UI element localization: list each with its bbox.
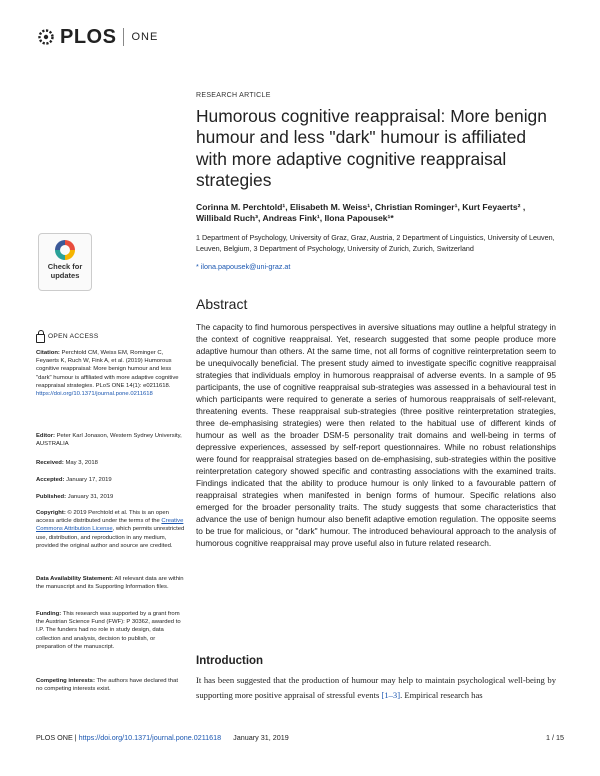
open-access-text: OPEN ACCESS xyxy=(48,333,99,341)
abstract-heading: Abstract xyxy=(196,296,248,312)
author-list xyxy=(196,202,556,225)
accepted-text: January 17, 2019 xyxy=(66,477,112,483)
authors-line-2: Willibald Ruch³, Andreas Fink¹, Ilona Papousek¹* xyxy=(196,213,394,224)
editor-text: Peter Karl Jonason, Western Sydney University, AUSTRALIA xyxy=(36,433,182,448)
editor-label: Editor: xyxy=(36,433,55,439)
open-lock-icon xyxy=(36,334,45,343)
citation-label: Citation: xyxy=(36,350,60,356)
competing-interests-block xyxy=(36,677,186,693)
data-availability-text: All relevant data are within the manuscript and its Supporting Information files. xyxy=(36,576,184,591)
footer-journal: PLOS ONE xyxy=(36,733,73,742)
article-type: RESEARCH ARTICLE xyxy=(196,92,271,99)
received-text: May 3, 2018 xyxy=(65,460,98,466)
data-availability-label: Data Availability Statement: xyxy=(36,576,114,582)
competing-interests-text: The authors have declared that no competing interests exist. xyxy=(36,678,178,693)
cc-license-link[interactable]: Creative Commons Attribution License xyxy=(36,518,184,533)
published-block xyxy=(36,493,186,501)
competing-interests-label: Competing interests: xyxy=(36,678,95,684)
copyright-text-1: © 2019 Perchtold et al. This is an open access article distributed under the terms of the xyxy=(36,510,169,525)
data-availability-block xyxy=(36,575,186,591)
crossmark-icon xyxy=(55,240,75,260)
funding-text: This research was supported by a grant from the Austrian Science Fund (FWF): P 30362, awarded to I.P. The funders had no role in study design, data collection and analysis, decision to publish, or preparation of the manuscript. xyxy=(36,611,181,650)
editor-block xyxy=(36,432,186,448)
abstract-text: The capacity to find humorous perspectives in aversive situations may outline a helpful strategy in the context of cognitive reappraisal. Yet, research suggested that some people produce more adaptive humour than others. At the same time, not all forms of cognitive reinterpretation seem to be unequivocally beneficial. The present study aimed to investigate specific cognitive reappraisal strategies that individuals employ in humorous reappraisal of adverse events. In a sample of 95 participants, the use of cognitive reappraisal sub-strategies was assessed in a behavioural test in which participants were required to generate a series of humorous reappraisals of self-relevant, threatening events. These reappraisal sub-strategies (three positive reinterpretation strategies, three de-emphasising strategies) were then related to the habitual use of different kinds of humour as well as the broader DSM-5 personality trait domains and well-being in terms of depressive experiences, assessed by self-report questionnaires. While no robust relationships were found for reappraisal strategies based on de-emphasising, sub-strategies within the positive reinterpretation category showed specific and contrasting associations with the examined traits. Findings indicated that the ability to produce humour is only linked to a favourable pattern of reappraisal strategies when manifested in benign forms of humour. Specific relations also emerged for the broader personality traits. The study suggests that some characteristics that advance the use of benign humour also benefit adaptive emotion regulation. The opposite seems to be true for malicious, or "dark" humour. The introduced behavioural approach to the analysis of humorous cognitive reappraisal may prove useful also in future related research. xyxy=(196,322,556,548)
badge-line-2: updates xyxy=(50,270,80,280)
plos-one-logo[interactable] xyxy=(36,24,158,50)
accepted-block xyxy=(36,476,186,484)
citation-text: Perchtold CM, Weiss EM, Rominger C, Feyaerts K, Ruch W, Fink A, et al. (2019) Humorous cognitive reappraisal: More benign humour and less "dark" humour is affiliated with more adaptive cognitive reappraisal strategies. PLoS ONE 14(1): e0211618. xyxy=(36,350,179,389)
citation-block xyxy=(36,349,186,398)
journal-name: ONE xyxy=(131,31,159,43)
check-for-updates-button[interactable] xyxy=(38,233,92,291)
copyright-label: Copyright: xyxy=(36,510,66,516)
intro-text-1: It has been suggested that the production of humour may help to maintain psychological well-being by supporting more positive appraisal of stressful events xyxy=(196,675,556,700)
plos-logo-icon xyxy=(36,27,56,47)
logo-divider xyxy=(123,28,124,46)
citation-link[interactable]: [1–3] xyxy=(381,690,401,700)
copyright-block xyxy=(36,509,186,550)
funding-label: Funding: xyxy=(36,611,62,617)
published-label: Published: xyxy=(36,494,67,500)
footer-date: January 31, 2019 xyxy=(233,733,289,742)
introduction-heading: Introduction xyxy=(196,655,264,667)
citation-doi-link[interactable]: https://doi.org/10.1371/journal.pone.0211618 xyxy=(36,391,153,398)
article-metadata xyxy=(36,349,186,729)
published-text: January 31, 2019 xyxy=(67,494,114,500)
corresponding-email[interactable]: * ilona.papousek@uni-graz.at xyxy=(196,262,291,271)
introduction-text xyxy=(196,673,556,703)
accepted-label: Accepted: xyxy=(36,477,65,483)
footer-separator: | xyxy=(72,733,79,742)
intro-text-2: . Empirical research has xyxy=(400,690,483,700)
funding-block xyxy=(36,610,186,651)
received-label: Received: xyxy=(36,460,64,466)
footer-doi-link[interactable]: https://doi.org/10.1371/journal.pone.0211618 xyxy=(78,733,222,742)
authors-line-1: Corinna M. Perchtold¹, Elisabeth M. Weiss¹, Christian Rominger¹, Kurt Feyaerts² , xyxy=(196,202,526,212)
received-block xyxy=(36,459,186,467)
page-number: 1 / 15 xyxy=(546,733,564,742)
open-access-label xyxy=(36,333,186,342)
badge-line-1: Check for xyxy=(47,262,83,271)
plos-brand: PLOS xyxy=(60,25,117,48)
article-title: Humorous cognitive reappraisal: More benign humour and less "dark" humour is affiliated with more adaptive cognitive reappraisal strategies xyxy=(196,106,547,191)
affiliations: 1 Department of Psychology, University of Graz, Graz, Austria, 2 Department of Linguistics, University of Leuven, Leuven, Belgium, 3 Department of Psychology, University of Zurich, Zurich, Switzerland xyxy=(196,233,555,253)
copyright-text-2: , which permits unrestricted use, distribution, and reproduction in any medium, provided the original author and source are credited. xyxy=(36,526,185,549)
page-footer xyxy=(36,733,564,742)
